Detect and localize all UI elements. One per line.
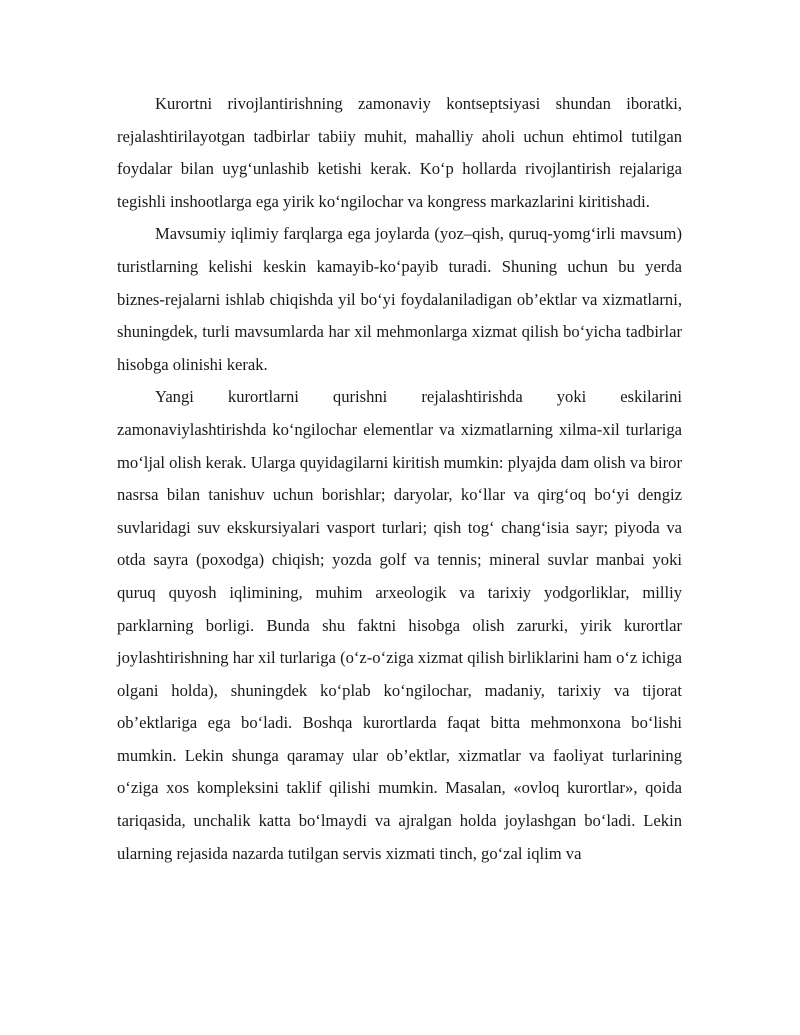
paragraph-3: Yangi kurortlarni qurishni rejalashtirishda yoki eskilarini zamonaviylashtirishda ko‘ngilochar elementlar va xizmatlarning xilma-xil turlariga mo‘ljal olish kerak. Ularga quyidagilarni kiritish mumkin: plyajda dam olish va biror nasrsa bilan tanishuv uchun borishlar; daryolar, ko‘llar va qirg‘oq bo‘yi dengiz suvlaridagi suv ekskursiyalari vasport turlari; qish tog‘ chang‘isia sayr; piyoda va otda sayra (poxodga) chiqish; yozda golf va tennis; mineral suvlar manbai yoki quruq quyosh iqlimining, muhim arxeologik va tarixiy yodgorliklar, milliy parklarning borligi. Bunda shu faktni hisobga olish zarurki, yirik kurortlar joylashtirishning har xil turlariga (o‘z-o‘ziga xizmat qilish birliklarini ham o‘z ichiga olgani holda), shuningdek ko‘plab ko‘ngilochar, madaniy, tarixiy va tijorat ob’ektlariga ega bo‘ladi. Boshqa kurortlarda faqat bitta mehmonxona bo‘lishi mumkin. Lekin shunga qaramay ular ob’ektlar, xizmatlar va faoliyat turlarining o‘ziga xos kompleksini taklif qilishi mumkin. Masalan, «ovloq kurortlar», qoida tariqasida, unchalik katta bo‘lmaydi va ajralgan holda joylashgan bo‘ladi. Lekin ularning rejasida nazarda tutilgan servis xizmati tinch, go‘zal iqlim va [117,387,682,863]
paragraph-2: Mavsumiy iqlimiy farqlarga ega joylarda (yoz–qish, quruq-yomg‘irli mavsum) turistlarning kelishi keskin kamayib-ko‘payib turadi. Shuning uchun bu yerda biznes-rejalarni ishlab chiqishda yil bo‘yi foydalaniladigan ob’ektlar va xizmatlarni, shuningdek, turli mavsumlarda har xil mehmonlarga xizmat qilish bo‘yicha tadbirlar hisobga olinishi kerak. [117,224,682,374]
document-body [117,88,682,870]
paragraph-1: Kurortni rivojlantirishning zamonaviy kontseptsiyasi shundan iboratki, rejalashtirilayotgan tadbirlar tabiiy muhit, mahalliy aholi uchun ehtimol tutilgan foydalar bilan uyg‘unlashib ketishi kerak. Ko‘p hollarda rivojlantirish rejalariga tegishli inshootlarga ega yirik ko‘ngilochar va kongress markazlarini kiritishadi. [117,94,682,211]
